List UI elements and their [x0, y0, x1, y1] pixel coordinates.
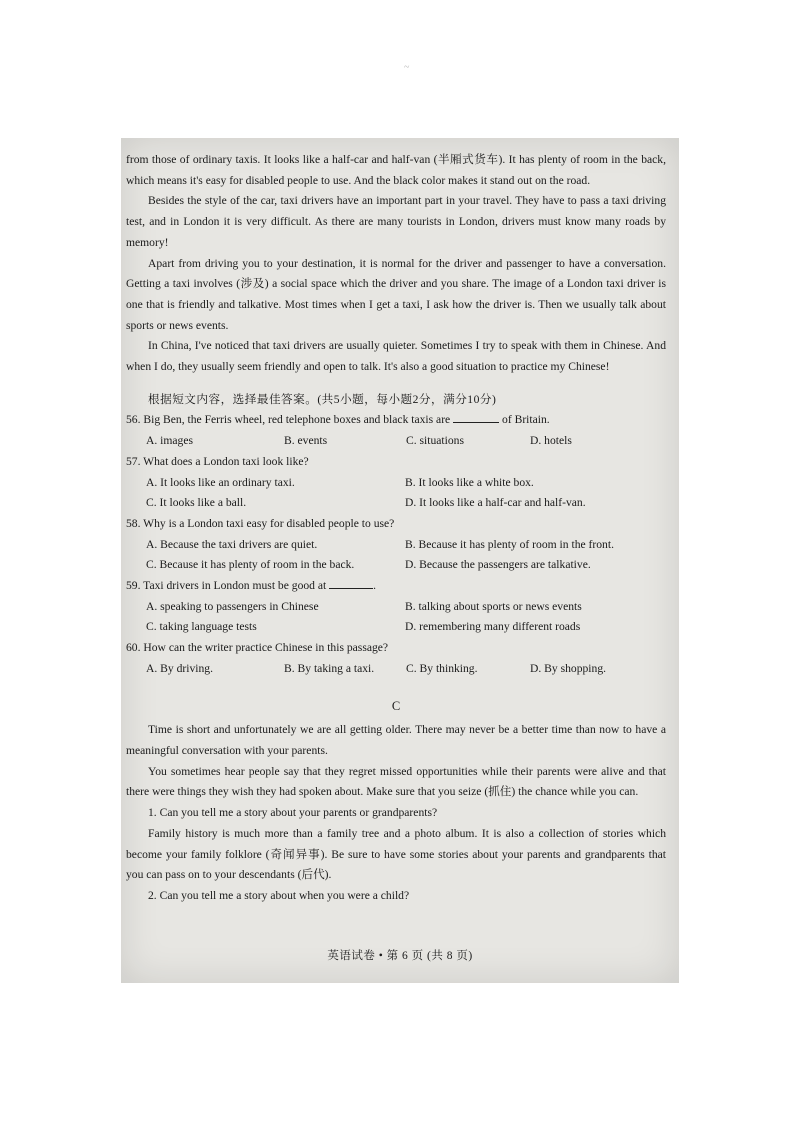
- option-d: D. Because the passengers are talkative.: [405, 558, 591, 572]
- option-b: B. It looks like a white box.: [405, 475, 534, 489]
- passage-b-paragraph-3: Apart from driving you to your destination, it is normal for the driver and passenger to have a conversation. Getting a taxi involves (涉及) a social space which the driver and you share. The image of a London taxi driver is one that is friendly and talkative. Most times when I get a taxi, I ask how the driver is. Then we usually talk about sports or news events.: [126, 256, 666, 332]
- question-56: [126, 410, 666, 431]
- question-instruction: 根据短文内容，选择最佳答案。(共5小题，每小题2分，满分10分): [148, 392, 497, 406]
- page-footer: 英语试卷 • 第 6 页 (共 8 页): [327, 950, 473, 962]
- option-d: D. By shopping.: [530, 661, 607, 675]
- passage-c-paragraph-3: Family history is much more than a family tree and a photo album. It is also a collection of stories which become your family folklore (奇闻异事). Be sure to have some stories about your parents and grandparents that you can pass on to your descendants (后代).: [126, 826, 666, 882]
- question-58-options-row-2: [126, 555, 666, 576]
- question-59: [126, 576, 666, 597]
- question-59-stem-end: .: [373, 579, 377, 593]
- option-c: C. By thinking.: [406, 661, 478, 675]
- passage-b-paragraph-4: In China, I've noticed that taxi drivers are usually quieter. Sometimes I try to speak with them in Chinese. And when I do, they usually seem friendly and open to talk. It's also a good situation to practice my Chinese!: [126, 339, 666, 374]
- option-d: D. It looks like a half-car and half-van.: [405, 496, 586, 510]
- option-a: A. Because the taxi drivers are quiet.: [146, 537, 318, 551]
- answer-blank: [453, 410, 499, 423]
- option-b: B. talking about sports or news events: [405, 599, 582, 613]
- question-57-options-row-2: [126, 493, 666, 514]
- option-c: C. Because it has plenty of room in the back.: [146, 558, 355, 572]
- option-b: B. By taking a taxi.: [284, 661, 375, 675]
- passage-c-question-1: 1. Can you tell me a story about your parents or grandparents?: [148, 806, 438, 820]
- question-57: 57. What does a London taxi look like?: [126, 454, 309, 468]
- question-56-stem-end: of Britain.: [502, 413, 550, 427]
- question-56-stem-start: 56. Big Ben, the Ferris wheel, red telephone boxes and black taxis are: [126, 413, 451, 427]
- exam-content: [126, 150, 666, 907]
- passage-b-paragraph-2: Besides the style of the car, taxi drivers have an important part in your travel. They have to pass a taxi driving test, and in London it is very difficult. As there are many tourists in London, drivers must know many roads by memory!: [126, 194, 666, 249]
- question-60: 60. How can the writer practice Chinese in this passage?: [126, 641, 389, 655]
- option-c: C. It looks like a ball.: [146, 496, 247, 510]
- question-56-options: [126, 431, 666, 452]
- question-59-stem-start: 59. Taxi drivers in London must be good at: [126, 579, 327, 593]
- question-60-options: [126, 659, 666, 680]
- passage-c-paragraph-1: Time is short and unfortunately we are all getting older. There may never be a better time than now to have a meaningful conversation with your parents.: [126, 723, 666, 757]
- option-d: D. hotels: [530, 434, 572, 448]
- option-b: B. Because it has plenty of room in the front.: [405, 537, 614, 551]
- option-b: B. events: [284, 434, 328, 448]
- question-59-options-row-2: [126, 617, 666, 638]
- option-a: A. It looks like an ordinary taxi.: [146, 475, 295, 489]
- question-57-options-row-1: [126, 473, 666, 494]
- option-c: C. taking language tests: [146, 620, 257, 634]
- question-58: 58. Why is a London taxi easy for disabled people to use?: [126, 516, 395, 530]
- answer-blank: [329, 576, 373, 589]
- passage-c-paragraph-2: You sometimes hear people say that they regret missed opportunities while their parents were alive and that there were things they wish they had spoken about. Make sure that you seize (抓住) the chance while you can.: [126, 764, 666, 799]
- option-a: A. images: [146, 434, 194, 448]
- option-d: D. remembering many different roads: [405, 620, 581, 634]
- option-a: A. By driving.: [146, 661, 213, 675]
- question-59-options-row-1: [126, 597, 666, 618]
- option-a: A. speaking to passengers in Chinese: [146, 599, 319, 613]
- passage-c-question-2: 2. Can you tell me a story about when you were a child?: [148, 888, 410, 902]
- section-label: C: [391, 698, 401, 713]
- scan-mark: ~: [404, 62, 410, 73]
- question-58-options-row-1: [126, 535, 666, 556]
- passage-b-paragraph-1: from those of ordinary taxis. It looks like a half-car and half-van (半厢式货车). It has plenty of room in the back, which means it's easy for disabled people to use. And the black color makes it stand out on the road.: [126, 153, 666, 187]
- option-c: C. situations: [406, 434, 464, 448]
